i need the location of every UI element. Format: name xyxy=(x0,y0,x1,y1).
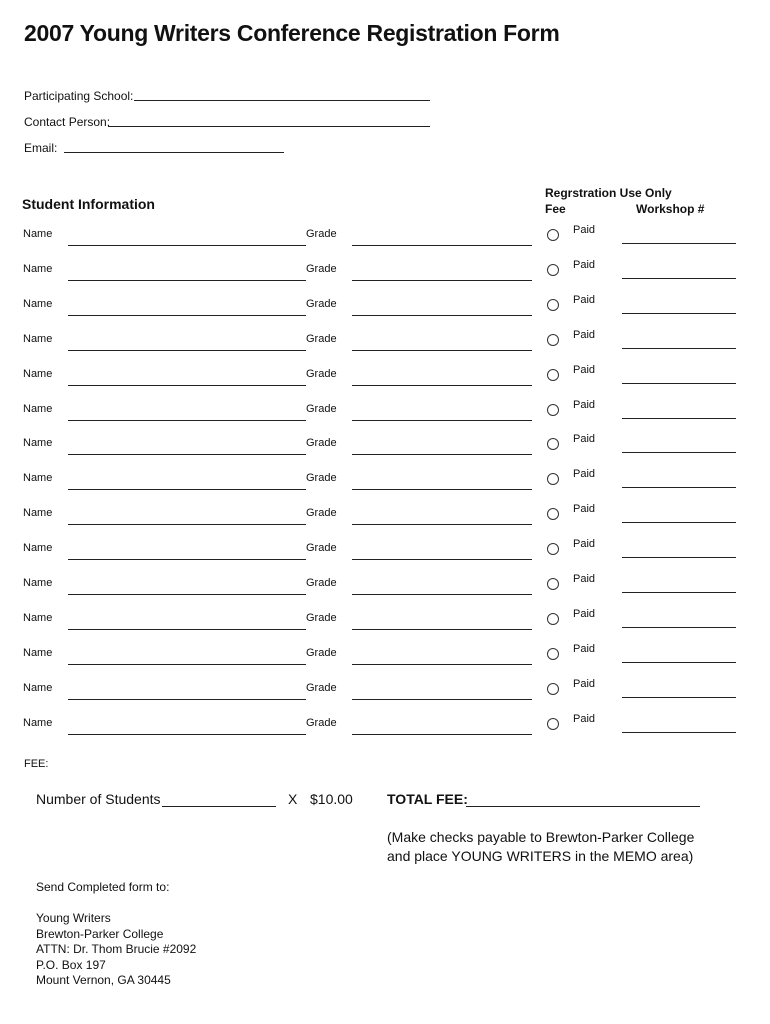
grade-field[interactable] xyxy=(352,699,532,700)
paid-label: Paid xyxy=(573,224,596,236)
name-field[interactable] xyxy=(68,629,306,630)
mailing-address xyxy=(36,911,196,989)
name-field[interactable] xyxy=(68,315,306,316)
name-label: Name xyxy=(23,577,53,589)
grade-label: Grade xyxy=(306,298,337,310)
fee-label: FEE: xyxy=(24,758,49,770)
workshop-number-field[interactable] xyxy=(622,697,736,698)
name-field[interactable] xyxy=(68,734,306,735)
grade-label: Grade xyxy=(306,437,337,449)
name-label: Name xyxy=(23,647,53,659)
workshop-number-field[interactable] xyxy=(622,592,736,593)
name-label: Name xyxy=(23,682,53,694)
total-fee-label: TOTAL FEE: xyxy=(387,791,468,807)
workshop-number-field[interactable] xyxy=(622,557,736,558)
workshop-number-field[interactable] xyxy=(622,627,736,628)
address-line: P.O. Box 197 xyxy=(36,957,106,972)
grade-label: Grade xyxy=(306,368,337,380)
workshop-number-field[interactable] xyxy=(622,487,736,488)
name-field[interactable] xyxy=(68,350,306,351)
paid-label: Paid xyxy=(573,503,596,515)
workshop-number-field[interactable] xyxy=(622,348,736,349)
name-field[interactable] xyxy=(68,524,306,525)
paid-label: Paid xyxy=(573,608,596,620)
paid-radio[interactable] xyxy=(547,264,559,276)
paid-radio[interactable] xyxy=(547,508,559,520)
registration-use-only-heading: Regrstration Use Only xyxy=(545,186,672,200)
name-label: Name xyxy=(23,403,53,415)
form-title: 2007 Young Writers Conference Registration Form xyxy=(24,20,560,46)
workshop-column-header: Workshop # xyxy=(636,202,705,216)
number-of-students-field[interactable] xyxy=(162,806,276,807)
grade-label: Grade xyxy=(306,333,337,345)
paid-radio[interactable] xyxy=(547,718,559,730)
grade-label: Grade xyxy=(306,647,337,659)
name-label: Name xyxy=(23,333,53,345)
paid-label: Paid xyxy=(573,538,596,550)
paid-radio[interactable] xyxy=(547,438,559,450)
grade-label: Grade xyxy=(306,507,337,519)
grade-label: Grade xyxy=(306,717,337,729)
workshop-number-field[interactable] xyxy=(622,662,736,663)
name-label: Name xyxy=(23,542,53,554)
student-information-heading: Student Information xyxy=(22,196,155,212)
name-field[interactable] xyxy=(68,245,306,246)
name-field[interactable] xyxy=(68,420,306,421)
grade-field[interactable] xyxy=(352,350,532,351)
paid-radio[interactable] xyxy=(547,369,559,381)
workshop-number-field[interactable] xyxy=(622,313,736,314)
name-field[interactable] xyxy=(68,280,306,281)
paid-label: Paid xyxy=(573,294,596,306)
address-line: Mount Vernon, GA 30445 xyxy=(36,973,171,987)
email-label: Email: xyxy=(24,141,58,155)
paid-label: Paid xyxy=(573,678,596,690)
grade-label: Grade xyxy=(306,682,337,694)
grade-label: Grade xyxy=(306,612,337,624)
name-field[interactable] xyxy=(68,664,306,665)
name-field[interactable] xyxy=(68,385,306,386)
workshop-number-field[interactable] xyxy=(622,522,736,523)
paid-label: Paid xyxy=(573,468,596,480)
contact-person-field[interactable] xyxy=(108,126,430,127)
paid-label: Paid xyxy=(573,259,596,271)
name-label: Name xyxy=(23,437,53,449)
grade-field[interactable] xyxy=(352,245,532,246)
address-line: Brewton-Parker College xyxy=(36,926,164,941)
fee-column-header: Fee xyxy=(545,202,566,216)
address-line: Young Writers xyxy=(36,911,111,925)
price-per-student: $10.00 xyxy=(310,791,353,807)
grade-field[interactable] xyxy=(352,489,532,490)
number-of-students-label: Number of Students xyxy=(36,791,161,807)
payment-note-line-1: (Make checks payable to Brewton-Parker College xyxy=(387,829,695,845)
grade-field[interactable] xyxy=(352,385,532,386)
times-symbol: X xyxy=(288,791,298,807)
name-field[interactable] xyxy=(68,594,306,595)
email-field[interactable] xyxy=(64,152,284,153)
grade-label: Grade xyxy=(306,228,337,240)
name-field[interactable] xyxy=(68,559,306,560)
paid-radio[interactable] xyxy=(547,683,559,695)
grade-label: Grade xyxy=(306,263,337,275)
paid-radio[interactable] xyxy=(547,334,559,346)
grade-field[interactable] xyxy=(352,664,532,665)
participating-school-label: Participating School: xyxy=(24,89,134,103)
workshop-number-field[interactable] xyxy=(622,383,736,384)
participating-school-field[interactable] xyxy=(134,100,430,101)
paid-radio[interactable] xyxy=(547,229,559,241)
grade-field[interactable] xyxy=(352,420,532,421)
send-completed-form-label: Send Completed form to: xyxy=(36,880,170,894)
name-label: Name xyxy=(23,717,53,729)
grade-label: Grade xyxy=(306,542,337,554)
total-fee-field[interactable] xyxy=(466,806,700,807)
grade-field[interactable] xyxy=(352,454,532,455)
grade-label: Grade xyxy=(306,472,337,484)
paid-radio[interactable] xyxy=(547,613,559,625)
grade-field[interactable] xyxy=(352,524,532,525)
grade-field[interactable] xyxy=(352,629,532,630)
workshop-number-field[interactable] xyxy=(622,418,736,419)
address-line: ATTN: Dr. Thom Brucie #2092 xyxy=(36,942,197,956)
workshop-number-field[interactable] xyxy=(622,452,736,453)
workshop-number-field[interactable] xyxy=(622,278,736,279)
name-label: Name xyxy=(23,612,53,624)
grade-field[interactable] xyxy=(352,734,532,735)
grade-field[interactable] xyxy=(352,594,532,595)
paid-radio[interactable] xyxy=(547,543,559,555)
workshop-number-field[interactable] xyxy=(622,243,736,244)
workshop-number-field[interactable] xyxy=(622,732,736,733)
name-field[interactable] xyxy=(68,489,306,490)
grade-field[interactable] xyxy=(352,559,532,560)
paid-label: Paid xyxy=(573,364,596,376)
name-label: Name xyxy=(23,228,53,240)
name-label: Name xyxy=(23,263,53,275)
grade-label: Grade xyxy=(306,577,337,589)
name-label: Name xyxy=(23,472,53,484)
name-field[interactable] xyxy=(68,454,306,455)
contact-person-label: Contact Person: xyxy=(24,115,111,129)
name-label: Name xyxy=(23,368,53,380)
paid-radio[interactable] xyxy=(547,648,559,660)
payment-note-line-2: and place YOUNG WRITERS in the MEMO area) xyxy=(387,848,694,864)
name-label: Name xyxy=(23,298,53,310)
name-label: Name xyxy=(23,507,53,519)
grade-field[interactable] xyxy=(352,315,532,316)
paid-radio[interactable] xyxy=(547,578,559,590)
paid-radio[interactable] xyxy=(547,299,559,311)
paid-radio[interactable] xyxy=(547,473,559,485)
grade-field[interactable] xyxy=(352,280,532,281)
paid-label: Paid xyxy=(573,713,596,725)
paid-label: Paid xyxy=(573,433,596,445)
paid-radio[interactable] xyxy=(547,404,559,416)
name-field[interactable] xyxy=(68,699,306,700)
paid-label: Paid xyxy=(573,573,596,585)
grade-label: Grade xyxy=(306,403,337,415)
paid-label: Paid xyxy=(573,329,596,341)
paid-label: Paid xyxy=(573,399,596,411)
paid-label: Paid xyxy=(573,643,596,655)
